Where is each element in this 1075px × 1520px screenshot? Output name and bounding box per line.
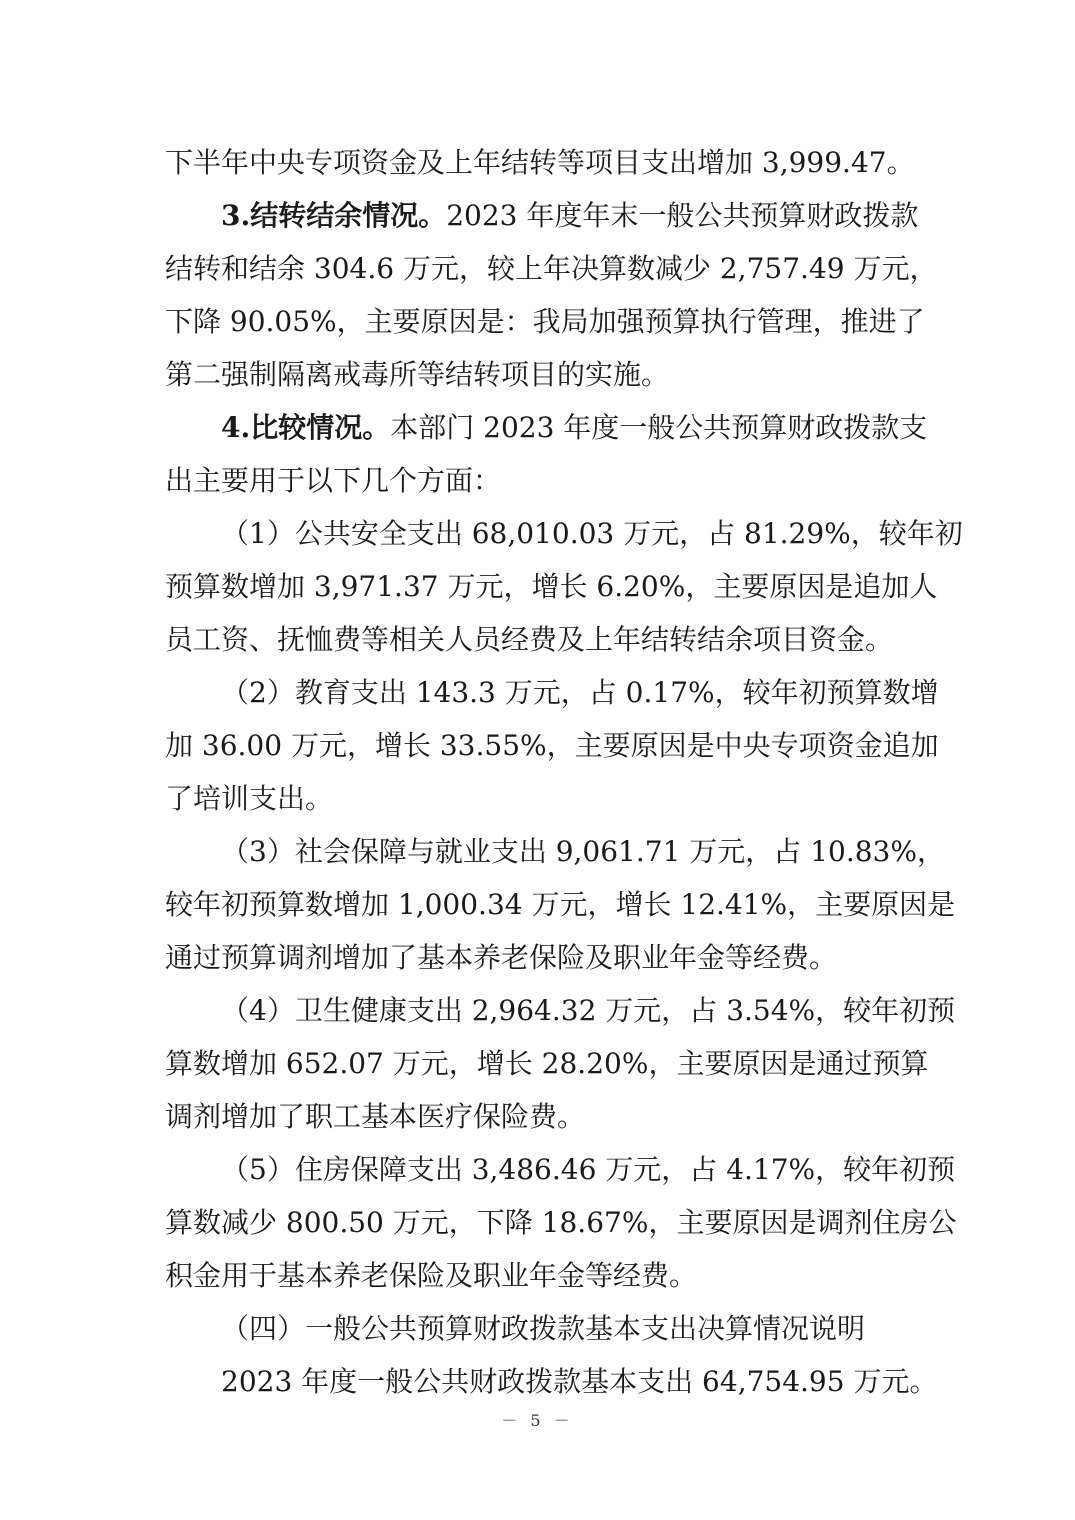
text-line: [165, 295, 925, 348]
page-number: － 5 －: [501, 1411, 574, 1430]
line-text: （四）一般公共预算财政拨款基本支出决算情况说明: [221, 1312, 866, 1345]
text-line: [165, 401, 928, 454]
line-text: 2023 年度一般公共财政拨款基本支出 64,754.95 万元。: [221, 1365, 938, 1398]
line-text: 第二强制隔离戒毒所等结转项目的实施。: [165, 358, 670, 391]
line-text: 算数减少 800.50 万元，下降 18.67%，主要原因是调剂住房公: [165, 1206, 957, 1239]
line-text: 下降 90.05%，主要原因是：我局加强预算执行管理，推进了: [165, 305, 925, 338]
line-text: 2023 年度年末一般公共预算财政拨款: [446, 199, 919, 232]
text-line: [165, 984, 956, 1037]
text-line: [165, 1196, 957, 1249]
document-body: [165, 136, 963, 1408]
text-line: [165, 507, 963, 560]
line-text: （2）教育支出 143.3 万元，占 0.17%，较年初预算数增: [221, 676, 939, 709]
section-heading: 3.结转结余情况。: [221, 199, 447, 232]
text-line: [165, 825, 945, 878]
text-line: [165, 666, 939, 719]
text-line: [165, 772, 917, 825]
line-text: 调剂增加了职工基本医疗保险费。: [165, 1100, 586, 1133]
line-text: 了培训支出。: [165, 782, 334, 815]
line-text: （1）公共安全支出 68,010.03 万元，占 81.29%，较年初: [221, 517, 963, 550]
line-text: 员工资、抚恤费等相关人员经费及上年结转结余项目资金。: [165, 623, 894, 656]
line-text: 加 36.00 万元，增长 33.55%，主要原因是中央专项资金追加: [165, 729, 939, 762]
line-text: （5）住房保障支出 3,486.46 万元，占 4.17%，较年初预: [221, 1153, 956, 1186]
line-text: 较年初预算数增加 1,000.34 万元，增长 12.41%，主要原因是: [165, 888, 956, 921]
section-heading: 4.比较情况。: [221, 411, 391, 444]
text-line: [165, 719, 939, 772]
text-line: [165, 242, 938, 295]
line-text: 通过预算调剂增加了基本养老保险及职业年金等经费。: [165, 941, 838, 974]
text-line: [165, 1037, 929, 1090]
line-text: 本部门 2023 年度一般公共预算财政拨款支: [390, 411, 928, 444]
text-line: [165, 1090, 917, 1143]
text-line: [165, 1143, 956, 1196]
line-text: 下半年中央专项资金及上年结转等项目支出增加 3,999.47。: [165, 146, 915, 179]
text-line: [165, 189, 917, 242]
line-text: （3）社会保障与就业支出 9,061.71 万元，占 10.83%，: [221, 835, 945, 868]
text-line: [165, 1249, 917, 1302]
text-line: [165, 454, 917, 507]
line-text: 出主要用于以下几个方面：: [165, 464, 502, 497]
text-line: [165, 931, 917, 984]
text-line: [165, 878, 956, 931]
text-line: [165, 1302, 917, 1355]
text-line: [165, 1355, 938, 1408]
line-text: （4）卫生健康支出 2,964.32 万元，占 3.54%，较年初预: [221, 994, 956, 1027]
line-text: 结转和结余 304.6 万元，较上年决算数减少 2,757.49 万元，: [165, 252, 938, 285]
text-line: [165, 348, 917, 401]
line-text: 预算数增加 3,971.37 万元，增长 6.20%，主要原因是追加人: [165, 570, 938, 603]
line-text: 积金用于基本养老保险及职业年金等经费。: [165, 1259, 698, 1292]
line-text: 算数增加 652.07 万元，增长 28.20%，主要原因是通过预算: [165, 1047, 929, 1080]
text-line: [165, 613, 917, 666]
text-line: [165, 136, 917, 189]
text-line: [165, 560, 938, 613]
